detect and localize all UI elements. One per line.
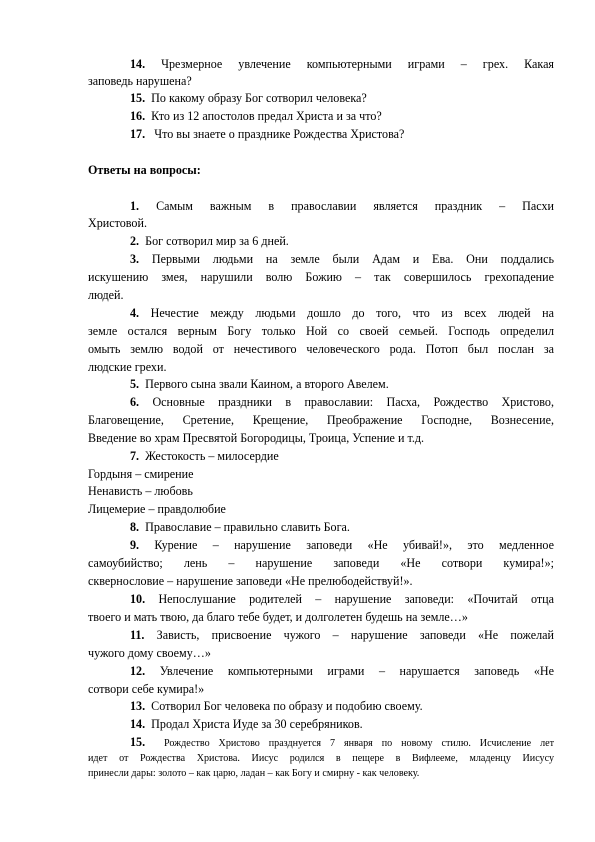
answer-number: 9.	[130, 538, 140, 552]
answer-text: Православие – правильно славить Бога.	[145, 520, 350, 534]
answer-text: Нечестие между людьми дошло до того, что из всех людей на	[150, 306, 554, 320]
question-text: Что вы знаете о празднике Рождества Христова?	[154, 127, 405, 141]
answer-4-line-1	[88, 306, 554, 322]
answer-15-line-2: идет от Рождества Христова. Иисус родился в пещере в Вифлееме, младенцу Иисусу	[88, 753, 554, 764]
answer-number: 8.	[130, 520, 140, 534]
answer-number: 11.	[130, 628, 145, 642]
answer-1-line-2: Христовой.	[88, 216, 147, 230]
answer-4-line-4: людские грехи.	[88, 360, 167, 374]
answer-text: Зависть, присвоение чужого – нарушение заповеди «Не пожелай	[156, 628, 554, 642]
answer-6-line-2: Благовещение, Сретение, Крещение, Преображение Господне, Вознесение,	[88, 413, 554, 427]
question-14-line-2: заповедь нарушена?	[88, 74, 192, 88]
answer-15-line-3: принесли дары: золото – как царю, ладан – как Богу и смирну - как человеку.	[88, 768, 420, 779]
answer-15-line-1	[88, 735, 554, 751]
answer-12-line-1	[88, 664, 554, 680]
answer-number: 6.	[130, 395, 140, 409]
answer-text: Непослушание родителей – нарушение заповеди: «Почитай отца	[158, 592, 554, 606]
answer-number: 2.	[130, 234, 140, 248]
answer-number: 7.	[130, 449, 140, 463]
answer-6-line-3: Введение во храм Пресвятой Богородицы, Троица, Успение и т.д.	[88, 431, 425, 445]
answer-4-line-3: омыть землю водой от нечестивого человеческого рода. Потоп был послан за	[88, 342, 554, 356]
answer-5	[88, 377, 554, 393]
answer-2	[88, 234, 554, 250]
answer-7-line-2: Гордыня – смирение	[88, 467, 194, 481]
answer-8	[88, 520, 554, 536]
answer-3-line-1	[88, 252, 554, 268]
answer-9-line-1	[88, 538, 554, 554]
answer-6-line-1	[88, 395, 554, 411]
answer-text: Основные праздники в православии: Пасха, Рождество Христово,	[152, 395, 554, 409]
question-number: 17.	[130, 127, 146, 141]
question-number: 14.	[130, 57, 146, 71]
answer-text: Самым важным в православии является праздник – Пасхи	[156, 199, 554, 213]
question-text: Чрезмерное увлечение компьютерными играми – грех. Какая	[161, 57, 554, 71]
answer-text: Первого сына звали Каином, а второго Авелем.	[145, 377, 389, 391]
answer-number: 14.	[130, 717, 146, 731]
answers-heading: Ответы на вопросы:	[88, 163, 201, 177]
question-14-line-1	[88, 57, 554, 73]
answer-text: Жестокость – милосердие	[145, 449, 279, 463]
question-text: Кто из 12 апостолов предал Христа и за что?	[151, 109, 382, 123]
answer-9-line-2: самоубийство; лень – нарушение заповеди «Не сотвори кумира!»;	[88, 556, 554, 570]
answer-number: 4.	[130, 306, 140, 320]
answer-3-line-2: искушению змея, нарушили волю Божию – так совершилось грехопадение	[88, 270, 554, 284]
answer-1-line-1	[88, 199, 554, 215]
answer-7-line-4: Лицемерие – правдолюбие	[88, 502, 226, 516]
answer-7-line-1	[88, 449, 554, 465]
answer-text: Продал Христа Иуде за 30 серебряников.	[151, 717, 363, 731]
answer-11-line-1	[88, 628, 554, 644]
answer-text: Курение – нарушение заповеди «Не убивай!», это медленное	[154, 538, 554, 552]
answer-text: Увлечение компьютерными играми – нарушается заповедь «Не	[159, 664, 554, 678]
answer-number: 3.	[130, 252, 140, 266]
answer-4-line-2: земле остался верным Богу только Ной со своей семьей. Господь определил	[88, 324, 554, 338]
answer-10-line-2: твоего и мать твою, да благо тебе будет, и долголетен будешь на земле…»	[88, 610, 468, 624]
question-15	[88, 91, 554, 107]
question-16	[88, 109, 554, 125]
question-text: По какому образу Бог сотворил человека?	[151, 91, 367, 105]
question-number: 16.	[130, 109, 146, 123]
answer-text: Рождество Христово празднуется 7 января по новому стилю. Исчисление лет	[163, 738, 554, 749]
answer-13	[88, 699, 554, 715]
answer-number: 5.	[130, 377, 140, 391]
answer-number: 12.	[130, 664, 146, 678]
answer-9-line-3: сквернословие – нарушение заповеди «Не прелюбодействуй!».	[88, 574, 413, 588]
answer-number: 15.	[130, 735, 146, 749]
answer-12-line-2: сотвори себе кумира!»	[88, 682, 205, 696]
answer-10-line-1	[88, 592, 554, 608]
answer-text: Первыми людьми на земле были Адам и Ева. Они поддались	[151, 252, 555, 266]
answer-number: 13.	[130, 699, 146, 713]
answer-14	[88, 717, 554, 733]
answer-7-line-3: Ненависть – любовь	[88, 484, 193, 498]
question-17	[88, 127, 554, 143]
answer-number: 1.	[130, 199, 140, 213]
answer-3-line-3: людей.	[88, 288, 124, 302]
answer-text: Сотворил Бог человека по образу и подобию своему.	[151, 699, 423, 713]
answer-text: Бог сотворил мир за 6 дней.	[145, 234, 289, 248]
answer-11-line-2: чужого дому своему…»	[88, 646, 211, 660]
question-number: 15.	[130, 91, 146, 105]
answer-number: 10.	[130, 592, 146, 606]
